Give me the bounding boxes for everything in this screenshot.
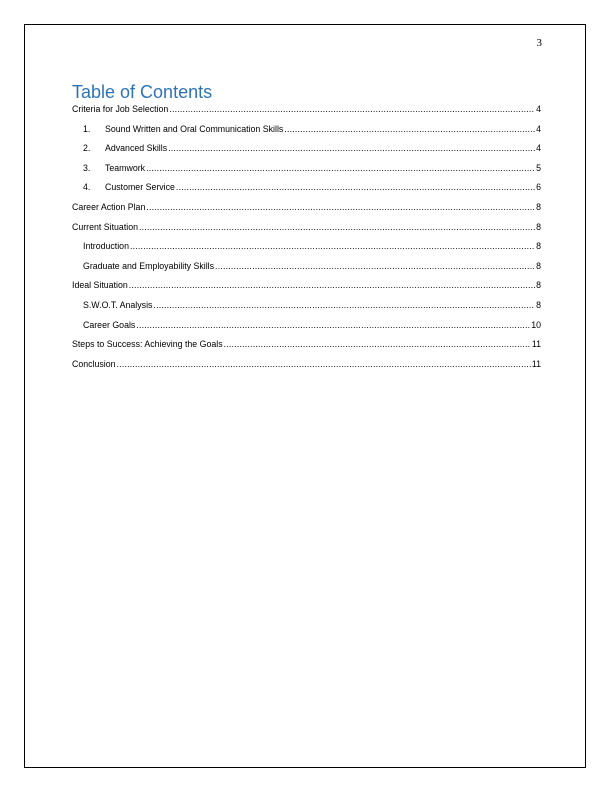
toc-entry-number: 4. xyxy=(83,182,91,193)
toc-dot-leader xyxy=(284,124,535,134)
toc-entry-customer-service[interactable] xyxy=(72,182,541,202)
toc-entry-text: Introduction xyxy=(83,241,129,252)
toc-entry-page: 8 xyxy=(536,299,541,310)
toc-entry-criteria-for-job-selection[interactable] xyxy=(72,104,541,124)
toc-entry-page: 8 xyxy=(536,241,541,252)
toc-dot-leader xyxy=(130,241,535,251)
toc-dot-leader xyxy=(139,222,535,232)
toc-entry-text: Career Action Plan xyxy=(72,201,146,212)
toc-dot-leader xyxy=(117,359,531,369)
toc-entry-text: Customer Service xyxy=(105,182,175,193)
toc-entry-text: Career Goals xyxy=(83,319,136,330)
toc-dot-leader xyxy=(169,104,535,114)
toc-entry-career-action-plan[interactable] xyxy=(72,202,541,222)
toc-entry-current-situation[interactable] xyxy=(72,222,541,242)
toc-entry-text: Criteria for Job Selection xyxy=(72,104,169,114)
toc-entry-page: 8 xyxy=(536,201,541,212)
toc-dot-leader xyxy=(136,320,530,330)
toc-entry-conclusion[interactable] xyxy=(72,359,541,379)
toc-entry-page: 8 xyxy=(536,280,541,291)
toc-entry-career-goals[interactable] xyxy=(72,320,541,340)
toc-entry-teamwork[interactable] xyxy=(72,163,541,183)
toc-entry-page: 8 xyxy=(536,221,541,232)
toc-entry-number: 3. xyxy=(83,162,91,173)
toc-entry-text: Current Situation xyxy=(72,221,139,232)
toc-entry-text: Steps to Success: Achieving the Goals xyxy=(72,339,223,350)
toc-entry-ideal-situation[interactable] xyxy=(72,280,541,300)
toc-dot-leader xyxy=(215,261,535,271)
toc-entry-number: 2. xyxy=(83,143,91,154)
toc-entry-graduate-employability-skills[interactable] xyxy=(72,261,541,281)
toc-entry-advanced-skills[interactable] xyxy=(72,143,541,163)
toc-entry-page: 11 xyxy=(531,358,541,369)
toc-entry-page: 11 xyxy=(531,339,541,350)
toc-entry-page: 4 xyxy=(536,123,541,134)
toc-dot-leader xyxy=(176,182,535,192)
toc-entry-page: 4 xyxy=(536,104,541,114)
page-number: 3 xyxy=(536,37,542,49)
toc-title: Table of Contents xyxy=(72,82,213,102)
toc-entry-text: Sound Written and Oral Communication Skills xyxy=(105,123,284,134)
toc-entry-page: 5 xyxy=(536,162,541,173)
toc-entry-page: 4 xyxy=(536,143,541,154)
toc-entry-number: 1. xyxy=(83,123,91,134)
toc-entry-text: Ideal Situation xyxy=(72,280,128,291)
toc-entry-introduction[interactable] xyxy=(72,241,541,261)
toc-entry-page: 8 xyxy=(536,260,541,271)
toc-entry-steps-to-success[interactable] xyxy=(72,339,541,359)
toc-entry-page: 10 xyxy=(531,319,541,330)
toc-entry-text: Graduate and Employability Skills xyxy=(83,260,215,271)
toc-dot-leader xyxy=(146,202,535,212)
toc-entry-text: Teamwork xyxy=(105,162,146,173)
toc-dot-leader xyxy=(146,163,535,173)
toc-dot-leader xyxy=(129,280,535,290)
toc-entry-text: Advanced Skills xyxy=(105,143,168,154)
toc-entry-text: S.W.O.T. Analysis xyxy=(83,299,153,310)
toc-entry-swot-analysis[interactable] xyxy=(72,300,541,320)
toc-entry-text: Conclusion xyxy=(72,358,116,369)
toc-dot-leader xyxy=(168,143,535,153)
toc-list xyxy=(72,104,541,378)
toc-dot-leader xyxy=(153,300,535,310)
toc-dot-leader xyxy=(224,339,531,349)
toc-entry-communication-skills[interactable] xyxy=(72,124,541,144)
toc-entry-page: 6 xyxy=(536,182,541,193)
